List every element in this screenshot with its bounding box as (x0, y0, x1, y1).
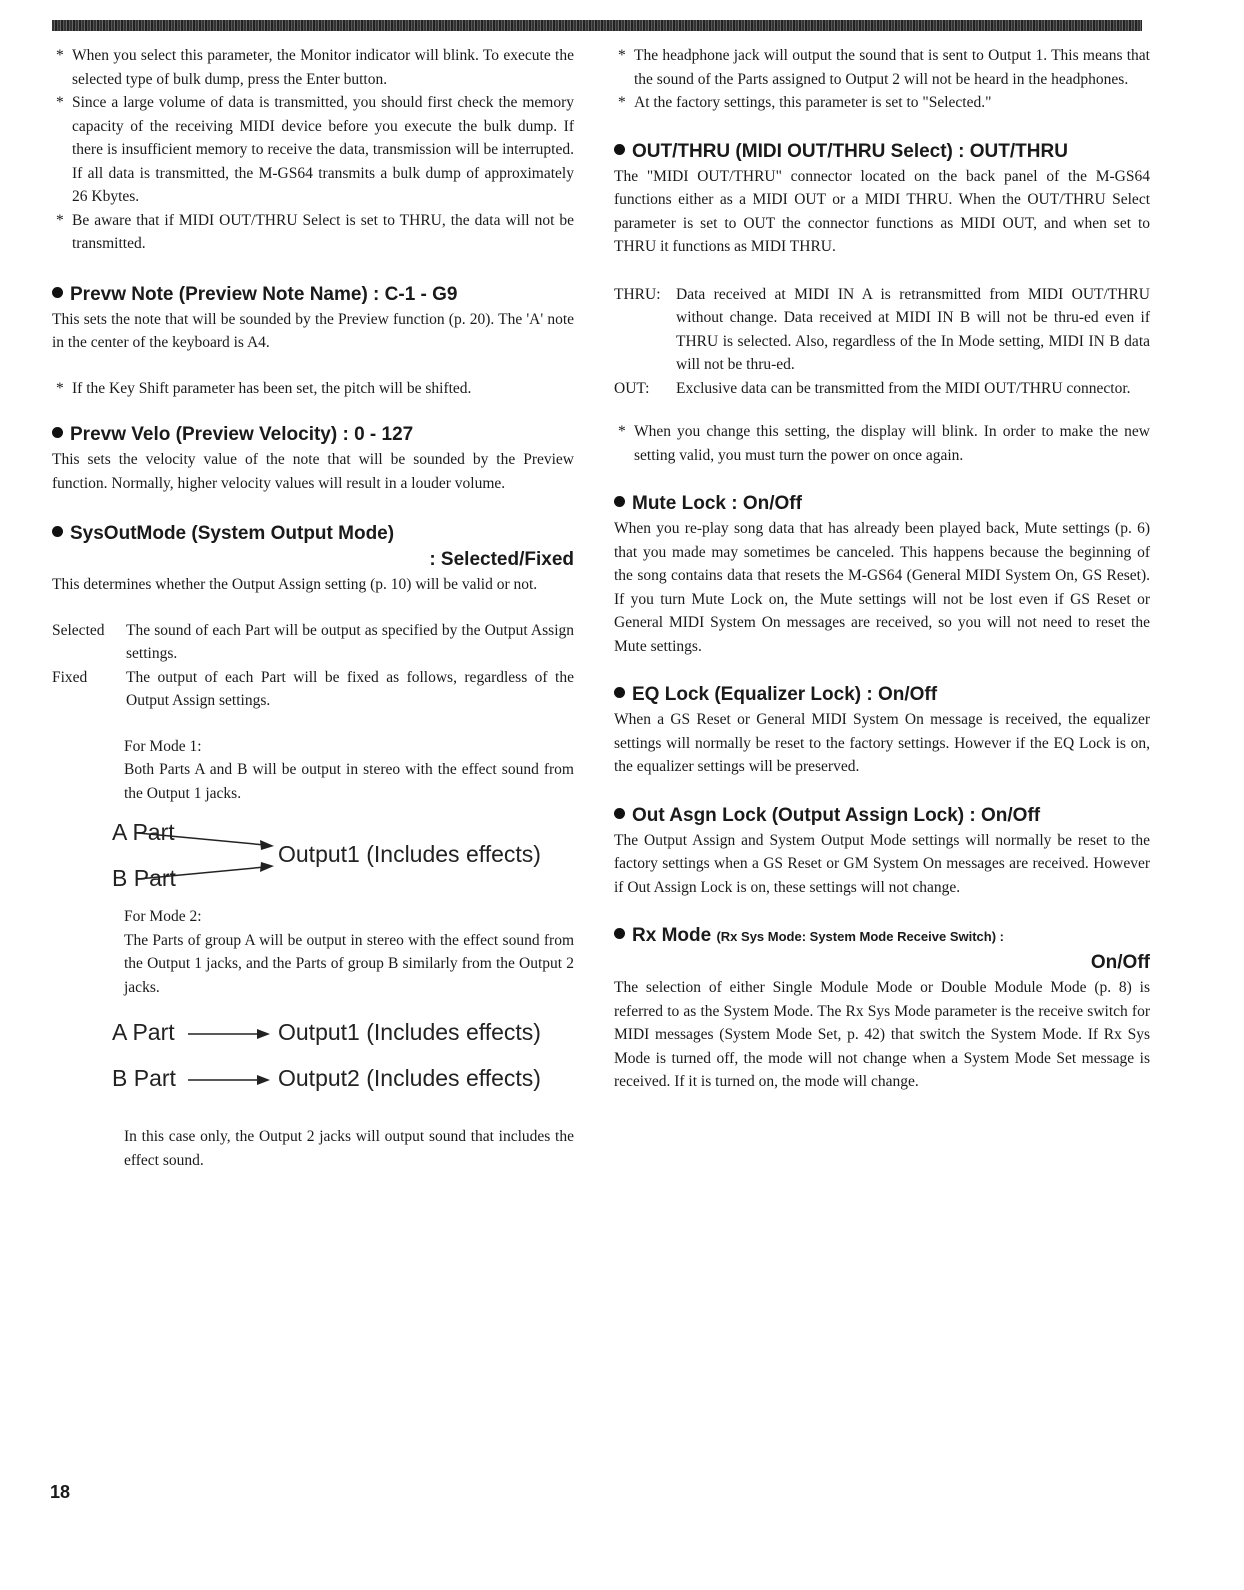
out-asgn-lock-heading: Out Asgn Lock (Output Assign Lock) : On/Off (614, 803, 1150, 829)
top-rule (52, 20, 1142, 31)
mode1-label: For Mode 1: (124, 737, 202, 755)
fixed-definition: Fixed The output of each Part will be fixed as follows, regardless of the Output Assign settings. (52, 668, 574, 709)
bullet-dot-icon (614, 687, 625, 698)
bullet-dot-icon (52, 526, 63, 537)
prevw-note-heading: Prevw Note (Preview Note Name) : C-1 - G9 (52, 282, 574, 308)
mode1-text: Both Parts A and B will be output in stereo with the effect sound from the Output 1 jacks. (124, 761, 574, 802)
mode2-a-output: Output1 (Includes effects) (278, 1019, 541, 1045)
note-bullet: * If the Key Shift parameter has been set, the pitch will be shifted. (56, 379, 472, 397)
note-bullet: * At the factory settings, this parameter is set to "Selected." (618, 94, 992, 111)
mode2-text: The Parts of group A will be output in stereo with the effect sound from the Output 1 jacks, and the Parts of group B similarly from the Output 2 jacks. (124, 931, 574, 996)
rx-mode-range: On/Off (1090, 952, 1150, 973)
mode1-b-part: B Part (112, 865, 176, 891)
bullet-dot-icon (614, 928, 625, 939)
prevw-velo-body: This sets the velocity value of the note that will be sounded by the Preview function. Normally, higher velocity values will result in a louder volume. (52, 451, 574, 492)
mode2-b-output: Output2 (Includes effects) (278, 1065, 541, 1091)
selected-definition: Selected The sound of each Part will be output as specified by the Output Assign settings. (52, 621, 574, 662)
rx-mode-heading: Rx Mode (Rx Sys Mode: System Mode Receive Switch) : (614, 923, 1150, 950)
prevw-note-body: This sets the note that will be sounded by the Preview function (p. 20). The 'A' note in the center of the keyboard is A4. (52, 310, 574, 351)
mode1-output: Output1 (Includes effects) (278, 841, 541, 867)
mode2-closing: In this case only, the Output 2 jacks will output sound that includes the effect sound. (124, 1128, 574, 1169)
eq-lock-heading: EQ Lock (Equalizer Lock) : On/Off (614, 682, 1150, 708)
bullet-dot-icon (52, 427, 63, 438)
note-bullet: * When you change this setting, the display will blink. In order to make the new setting valid, you must turn the power on once again. (618, 423, 1150, 464)
mute-lock-heading: Mute Lock : On/Off (614, 491, 1150, 517)
mode2-diagram (52, 1015, 574, 1111)
sysoutmode-heading: SysOutMode (System Output Mode) (52, 521, 574, 547)
mode2-a-part: A Part (112, 1019, 175, 1045)
mode2-block (124, 897, 574, 999)
mode1-diagram (52, 817, 574, 897)
sysoutmode-body: This determines whether the Output Assign setting (p. 10) will be valid or not. (52, 576, 538, 593)
bullet-dot-icon (614, 808, 625, 819)
sysoutmode-range: : Selected/Fixed (429, 549, 574, 570)
left-column (52, 44, 574, 1172)
prevw-velo-heading: Prevw Velo (Preview Velocity) : 0 - 127 (52, 422, 574, 448)
out-asgn-lock-body: The Output Assign and System Output Mode settings will normally be reset to the factory settings when a GS Reset or GM System On messages are received. However if Out Assign Lock is on, these settings will not change. (614, 831, 1150, 896)
right-column (614, 44, 1150, 1094)
eq-lock-body: When a GS Reset or General MIDI System On message is received, the equalizer settings will normally be reset to the factory settings. However if the EQ Lock is on, the equalizer settings will be preserved. (614, 711, 1150, 775)
rx-mode-body: The selection of either Single Module Mode or Double Module Mode (p. 8) is referred to as the System Mode. The Rx Sys Mode parameter is the receive switch for MIDI messages (System Mode Set, p. 42) that switch the System Mode. If Rx Sys Mode is turned off, the mode will not change when a System Mode Set message is received. If it is turned on, the mode will change. (614, 979, 1150, 1090)
page-number: 18 (50, 1482, 71, 1502)
outthru-body: The "MIDI OUT/THRU" connector located on the back panel of the M-GS64 functions either as a MIDI OUT or a MIDI THRU. When the OUT/THRU Select parameter is set to OUT the connector functions as MIDI OUT, and when set to THRU it functions as MIDI THRU. (614, 167, 1150, 255)
mute-lock-body: When you re-play song data that has already been played back, Mute settings (p. 6) that you made may sometimes be canceled. This happens because the beginning of the song contains data that resets the M-GS64 (General MIDI System On, GS Reset). If you turn Mute Lock on, the Mute settings will not be lost even if GS Reset or General MIDI System On messages are received, so you will not need to reset the Mute settings. (614, 520, 1150, 655)
out-definition: OUT: Exclusive data can be transmitted from the MIDI OUT/THRU connector. (614, 379, 1131, 397)
note-bullet: * Be aware that if MIDI OUT/THRU Select is set to THRU, the data will not be transmitted. (56, 211, 574, 252)
note-bullet: * When you select this parameter, the Monitor indicator will blink. To execute the selected type of bulk dump, press the Enter button. (56, 47, 574, 88)
mode2-label: For Mode 2: (124, 908, 202, 925)
bullet-dot-icon (614, 496, 625, 507)
closing-block (124, 1111, 574, 1172)
mode2-b-part: B Part (112, 1065, 176, 1091)
note-bullet: * Since a large volume of data is transmitted, you should first check the memory capacity of the receiving MIDI device before you execute the bulk dump. If there is insufficient memory to receive the data, transmission will be interrupted. If all data is transmitted, the M-GS64 transmits a bulk dump of approximately 26 Kbytes. (56, 94, 574, 205)
mode1-block (124, 713, 574, 806)
bullet-dot-icon (614, 144, 625, 155)
note-bullet: * The headphone jack will output the sound that is sent to Output 1. This means that the sound of the Parts assigned to Output 2 will not be heard in the headphones. (618, 47, 1150, 88)
mode1-a-part: A Part (112, 819, 175, 845)
bullet-dot-icon (52, 287, 63, 298)
outthru-heading: OUT/THRU (MIDI OUT/THRU Select) : OUT/THRU (614, 139, 1150, 165)
thru-definition: THRU: Data received at MIDI IN A is retransmitted from MIDI OUT/THRU without change. Data received at MIDI IN B will not be thru-ed even if THRU is selected. Also, regardless of the In Mode setting, MIDI IN B data will not be thru-ed. (614, 285, 1150, 373)
